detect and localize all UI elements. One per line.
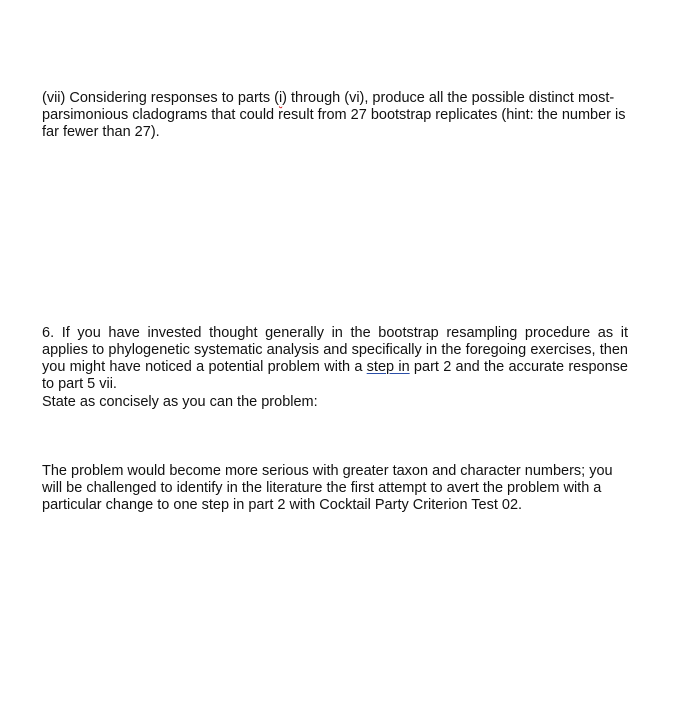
closing-paragraph: The problem would become more serious with greater taxon and character numbers; you will be challenged to identify in the literature the first attempt to avert the problem with a particular change to one step in part 2 with Cocktail Party Criterion Test 02. — [42, 463, 613, 513]
question-7-roman-i: i — [278, 90, 283, 106]
state-problem-prompt: State as concisely as you can the problem: — [42, 394, 318, 410]
question-6-paragraph — [42, 325, 628, 393]
question-7-prefix: (vii) Considering responses to parts ( — [42, 90, 279, 106]
question-7-paragraph — [42, 90, 628, 141]
question-6-text-before: 6. If you have invested thought generally in the bootstrap resampling procedure as it applies to phylogenetic systematic analysis and specifically in the foregoing exercises, then you might have noticed a potential problem with a — [42, 325, 628, 375]
question-6-text-after: part 2 and the accurate response to part 5 vii. — [42, 359, 628, 392]
step-in-link[interactable]: step in — [366, 359, 410, 375]
question-7-suffix: ) through (vi), produce all the possible distinct most-parsimonious cladograms that could result from 27 bootstrap replicates (hint: the number is far fewer than 27). — [42, 90, 626, 140]
